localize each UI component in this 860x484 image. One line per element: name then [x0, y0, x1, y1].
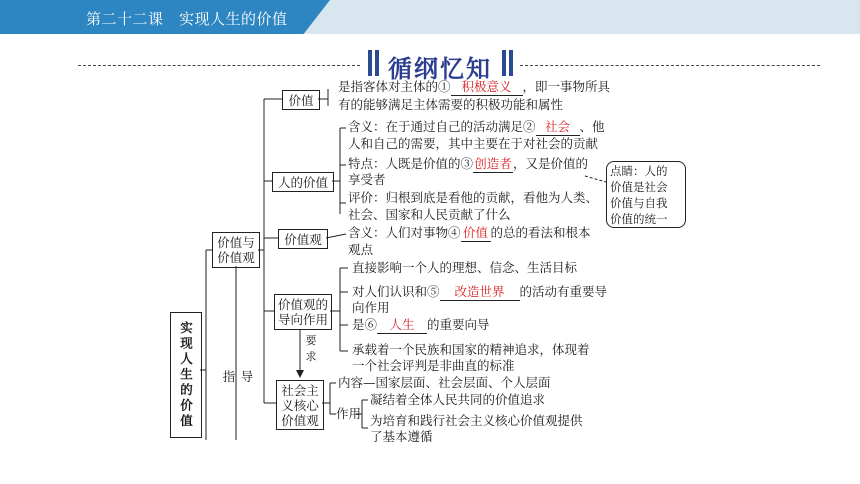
node-value: 价值 — [282, 90, 320, 110]
value-def-line1: 是指客体对主体的① 积极意义 ，即一事物所具 — [338, 79, 611, 94]
core-role-1: 凝结着全体人民共同的价值追求 — [370, 392, 546, 407]
value-view-line2: 观点 — [348, 242, 374, 257]
human-meaning-line2: 人和自己的需要，其中主要在于对社会的贡献 — [348, 136, 599, 151]
blank-5: 改造世界 — [440, 284, 520, 301]
node-value-view: 价值观 — [278, 229, 328, 249]
core-role-2-line1: 为培育和践行社会主义核心价值观提供 — [370, 413, 583, 428]
node-human-value: 人的价值 — [272, 172, 334, 192]
core-role-label: 作用 — [336, 406, 362, 421]
human-feature-line1: 特点：人既是价值的③创造者，又是价值的 — [348, 156, 589, 171]
blank-4: 价值 — [461, 225, 491, 242]
root-node — [170, 312, 202, 438]
blank-6: 人生 — [377, 317, 427, 334]
human-eval-line1: 评价：归根到底是看他的贡献，看他为人类、 — [348, 190, 599, 205]
node-guide-role: 价值观的导向作用 — [274, 294, 332, 330]
blank-2: 社会 — [536, 119, 580, 136]
require-char-1: 要 — [305, 334, 317, 347]
lesson-title: 第二十二课 实现人生的价值 — [86, 10, 288, 28]
human-feature-line2: 享受者 — [348, 172, 386, 187]
human-eval-line2: 社会、国家和人民贡献了什么 — [348, 207, 511, 222]
tip-note: 点睛：人的 价值是社会 价值与自我 价值的统一 — [606, 161, 686, 228]
banner-title: 循纲忆知 — [388, 55, 492, 83]
blank-1: 积极意义 — [451, 79, 523, 96]
value-def-line2: 有的能够满足主体需要的积极功能和属性 — [338, 97, 564, 112]
core-content: 内容—国家层面、社会层面、个人层面 — [338, 375, 551, 390]
guide-item-1: 直接影响一个人的理想、信念、生活目标 — [352, 260, 578, 275]
require-char-2: 求 — [305, 350, 317, 363]
guide-char-1: 指 — [222, 369, 236, 384]
guide-item-4-line2: 一个社会评判是非曲直的标准 — [352, 358, 515, 373]
guide-item-2-line1: 对人们认识和⑤ 改造世界 的活动有重要导 — [352, 284, 608, 299]
root-label: 实现人生的价值 — [178, 320, 194, 430]
branch-value-and-view: 价值与价值观 — [212, 232, 260, 268]
guide-char-2: 导 — [240, 369, 254, 384]
guide-item-4-line1: 承载着一个民族和国家的精神追求，体现着 — [352, 342, 590, 357]
human-meaning-line1: 含义：在于通过自己的活动满足② 社会 、他 — [348, 119, 605, 134]
guide-item-2-line2: 向作用 — [352, 300, 390, 315]
blank-3: 创造者 — [474, 156, 512, 171]
node-core-values: 社会主义核心价值观 — [276, 380, 324, 430]
value-view-line1: 含义：人们对事物④ 价值 的总的看法和根本 — [348, 225, 591, 240]
core-role-2-line2: 了基本遵循 — [370, 429, 433, 444]
guide-item-3: 是⑥ 人生 的重要向导 — [352, 317, 490, 332]
